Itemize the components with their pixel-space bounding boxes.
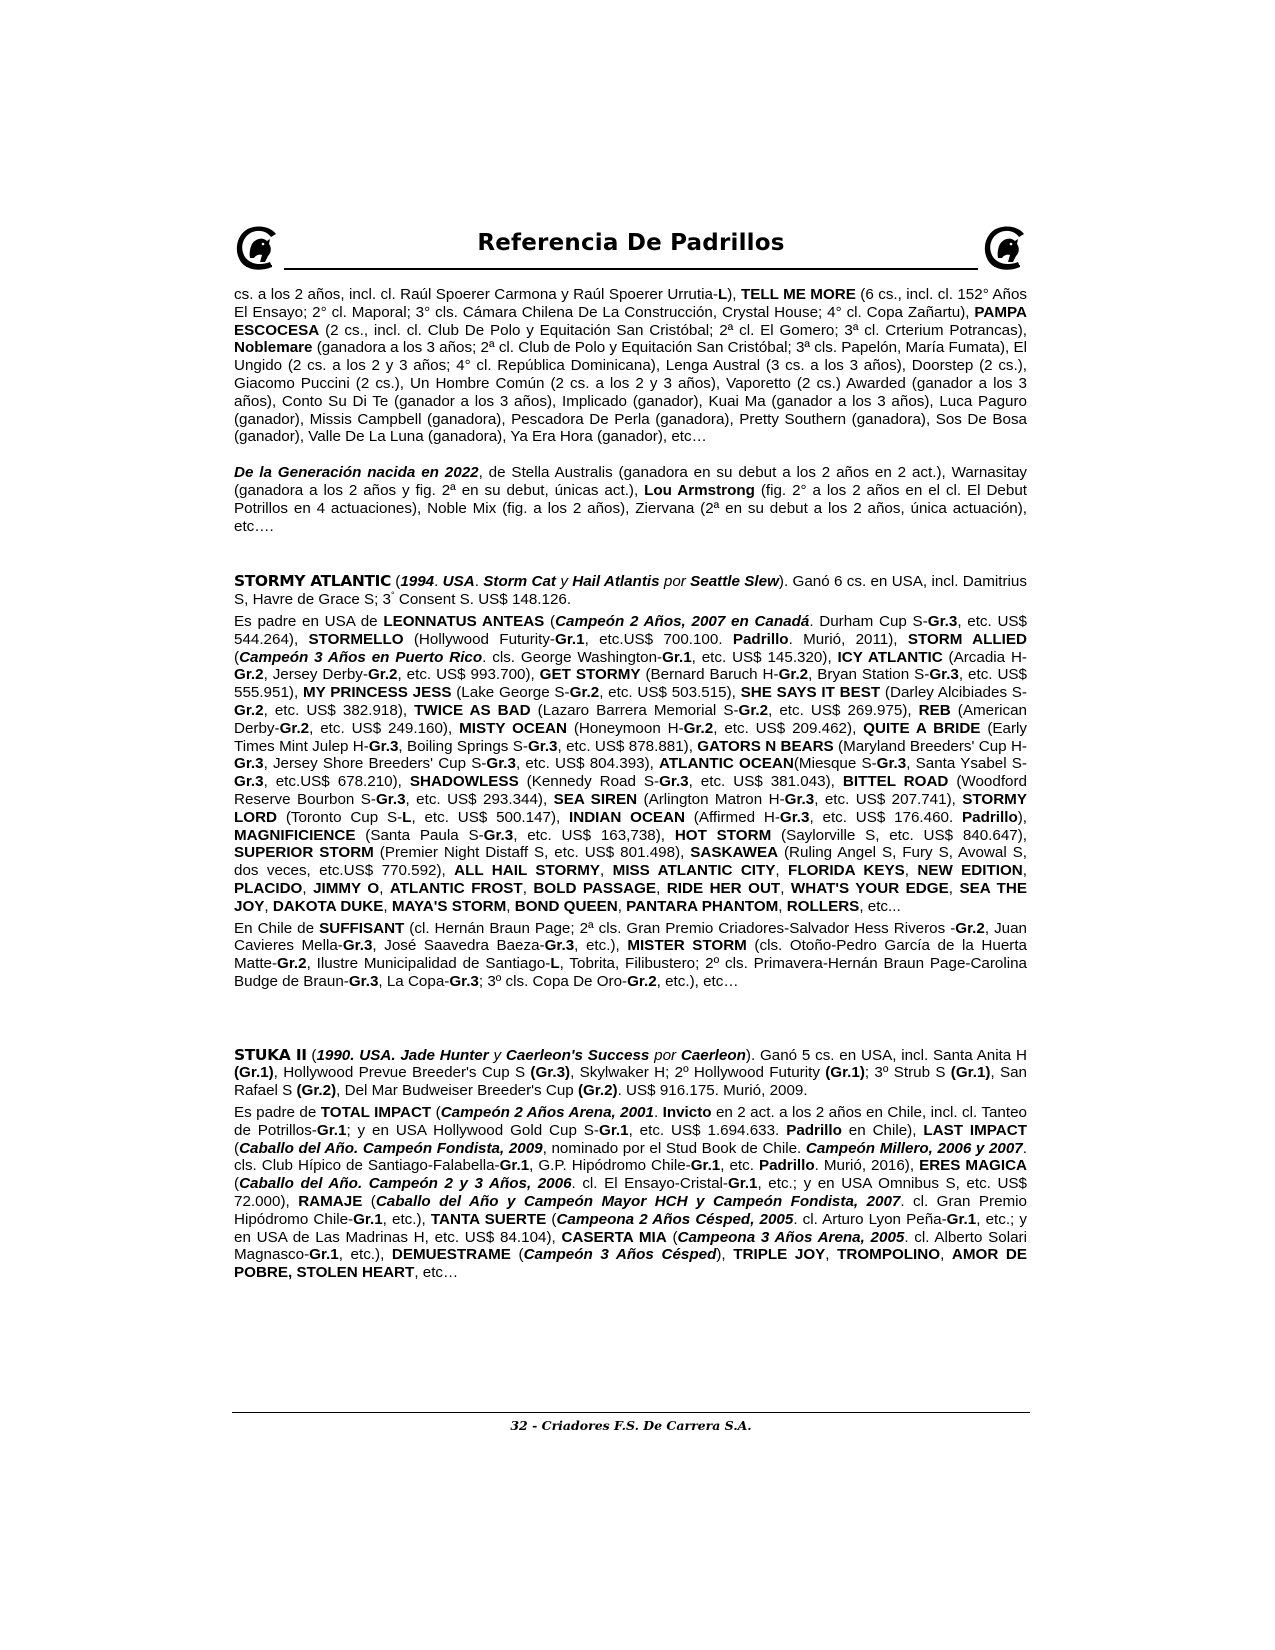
bold-text-run: Gr.2 <box>569 684 600 702</box>
text-run: , etc. US$ 500.147), <box>411 808 570 826</box>
bold-text-run: Gr.3 <box>927 612 958 630</box>
bold-text-run: (Gr.3) <box>530 1064 571 1082</box>
bold-text-run: Gr.1 <box>499 1157 530 1175</box>
bold-text-run: Storm Cat <box>483 573 556 591</box>
text-run: ( <box>510 1246 524 1264</box>
bold-text-run: Gr.1 <box>353 1210 383 1228</box>
bold-text-run: SEA SIREN <box>553 790 638 808</box>
bold-text-run: WHAT'S YOUR EDGE <box>790 879 949 897</box>
bold-text-run: Gr.3 <box>342 937 373 955</box>
text-run: , etc. US$ 804.393), <box>515 755 660 773</box>
bold-text-run: Campeón Millero, 2006 y 2007 <box>805 1139 1023 1157</box>
text-run: (Lake George S- <box>451 684 570 702</box>
bold-text-run: Gr.2 <box>279 719 310 737</box>
text-run: , <box>264 897 273 915</box>
text-run: (cl. Hernán Braun Page; 2ª cls. Gran Premio Criadores-Salvador Hess Riveros - <box>404 919 956 937</box>
text-run: , etc.; y en USA de Las Madrinas H, etc. US$ 84.104), <box>234 1210 1028 1246</box>
text-run: , etc. US$ 293.344), <box>405 790 554 808</box>
text-run: . <box>653 1104 663 1122</box>
text-run: ( <box>544 612 556 630</box>
bold-text-run: Gr.3 <box>234 755 264 773</box>
bold-text-run: TANTA SUERTE <box>430 1210 547 1228</box>
text-run: (Hollywood Futurity- <box>403 630 555 648</box>
text-run: ), <box>1017 808 1027 826</box>
text-run: , <box>775 862 789 880</box>
bold-text-run: Gr.1 <box>599 1121 629 1139</box>
text-run: . cl. Alberto Solari Magnasco- <box>234 1228 1027 1264</box>
bold-text-run: BITTEL ROAD <box>842 773 949 791</box>
text-run: . cl. Gran Premio Hipódromo Chile- <box>234 1193 1027 1228</box>
text-run: (fig. 2° a los 2 años en el cl. El Debut Potrillos en 4 actuaciones), Noble Mix (fig. a los 2 años), Ziervana (2ª en su debut a los 2 años, única actuación), etc…. <box>234 481 1027 535</box>
text-run: , <box>600 862 613 880</box>
bold-text-run: GATORS N BEARS <box>697 737 834 755</box>
text-run: (ganadora a los 3 años; 2ª cl. Club de Polo y Equitación San Cristóbal; 3ª cls. Papelón, María Fumata), El Ungido (2 cs. a los 2 y 3 años; 4° cl. República Dominicana), Lenga Austral (3 cs. a los 3 años), Doorstep (2 cs.), Giacomo Puccini (2 cs.), Un Hombre Común (2 cs. a los 2 y 3 años), Vaporetto (2 cs.) Awarded (ganador a los 3 años), Conto Su Di Te (ganador a los 3 años), Implicado (ganador), Kuai Ma (ganador a los 3 años), Luca Paguro (ganador), Missis Campbell (ganadora), Pescadora De Perla (ganadora), Pretty Southern (ganadora), Sos De Bosa (ganador), Valle De La Luna (ganadora), Ya Era Hora (ganador), etc… <box>234 339 1027 446</box>
bold-text-run: Padrillo <box>786 1121 842 1139</box>
bold-text-run: 1994 <box>400 573 435 591</box>
text-run: , etc. US$ 163,738), <box>513 826 675 844</box>
bold-text-run: Lou Armstrong <box>644 481 755 499</box>
paragraph <box>234 1104 1027 1282</box>
horse-head-logo-icon <box>980 222 1030 272</box>
text-run: , Ilustre Municipalidad de Santiago- <box>306 955 551 973</box>
bold-text-run: Gr.2 <box>738 701 769 719</box>
bold-text-run: Gr.3 <box>876 755 907 773</box>
bold-text-run: Gr.1 <box>309 1246 339 1264</box>
text-run: (Santa Paula S- <box>355 826 484 844</box>
text-run: por <box>654 1046 677 1064</box>
bold-text-run: TWICE AS BAD <box>414 701 531 719</box>
text-run: ). Ganó 5 cs. en USA, incl. Santa Anita H <box>745 1046 1027 1064</box>
bold-text-run: FLORIDA KEYS <box>788 862 905 880</box>
text-run: (Woodford Reserve Bourbon S- <box>234 773 1027 808</box>
text-run: , etc. US$ 878.881), <box>557 737 698 755</box>
bold-text-run: Invicto <box>662 1104 712 1122</box>
text-run: (Arlington Matron H- <box>637 790 785 808</box>
text-run: , <box>656 879 667 897</box>
text-run: , <box>904 862 918 880</box>
bold-text-run: MAYA'S STORM <box>391 897 507 915</box>
text-run: , etc.), <box>574 937 628 955</box>
text-run: , G.P. Hipódromo Chile- <box>529 1157 691 1175</box>
bold-text-run: JIMMY O <box>313 879 380 897</box>
bold-text-run: Campeón 3 Años Césped <box>523 1246 717 1264</box>
bold-text-run: Gr.2 <box>234 701 264 719</box>
text-run: ; 3º cls. Copa De Oro- <box>478 972 628 990</box>
text-run: , etc.US$ 678.210), <box>263 773 410 791</box>
text-run: . cl. Arturo Lyon Peña- <box>793 1210 947 1228</box>
text-run: , Skylwaker H; 2º Hollywood Futurity <box>570 1064 826 1082</box>
text-run: , <box>1022 862 1028 880</box>
bold-text-run: (Gr.1) <box>234 1064 274 1082</box>
paragraph <box>234 613 1027 916</box>
bold-text-run: Gr.1 <box>555 630 585 648</box>
text-run: por <box>663 573 686 591</box>
text-run: (Ruling Angel S, Fury S, Avowal S, dos veces, etc.US$ 770.592), <box>234 844 1027 880</box>
text-run: . cl. El Ensayo-Cristal- <box>571 1175 728 1193</box>
text-run: , Tobrita, Filibustero; 2º cls. Primavera-Hernán Braun Page-Carolina Budge de Braun- <box>234 955 1028 990</box>
text-run: , <box>780 879 791 897</box>
text-run: , etc. US$ 381.043), <box>688 773 843 791</box>
text-run: , Boiling Springs S- <box>398 737 528 755</box>
bold-text-run: MISTY OCEAN <box>459 719 567 737</box>
bold-text-run: (Gr.2) <box>296 1082 337 1100</box>
text-run: , <box>940 1246 952 1264</box>
bold-text-run: Gr.1 <box>690 1157 721 1175</box>
bold-text-run: Campeón 2 Años, 2007 en Canadá <box>555 612 810 630</box>
bold-text-run: Gr.3 <box>659 773 689 791</box>
bold-text-run: MISTER STORM <box>627 937 747 955</box>
text-run: . Murió, 2011), <box>788 630 908 648</box>
bold-text-run: SHE SAYS IT BEST <box>740 684 881 702</box>
text-run: , José Saavedra Baeza- <box>372 937 545 955</box>
text-run: Consent S. US$ 148.126. <box>394 591 572 609</box>
bold-text-run: REB <box>918 701 951 719</box>
bold-text-run: Gr.2 <box>367 666 398 684</box>
footer-divider <box>232 1412 1030 1413</box>
bold-text-run: INDIAN OCEAN <box>569 808 685 826</box>
bold-text-run: ERES MAGICA <box>919 1157 1028 1175</box>
sire-name: STUKA II <box>234 1045 307 1064</box>
bold-text-run: Padrillo <box>732 630 789 648</box>
bold-text-run: ICY ATLANTIC <box>837 648 943 666</box>
text-run: ° <box>391 590 395 601</box>
bold-text-run: Gr.3 <box>544 937 575 955</box>
paragraph <box>234 920 1027 991</box>
text-run: , etc.US$ 700.100. <box>584 630 733 648</box>
text-run: Es padre en USA de <box>234 612 384 630</box>
bold-text-run: Gr.3 <box>368 737 399 755</box>
text-run: , <box>617 897 627 915</box>
text-run: , etc. US$ 207.741), <box>814 790 963 808</box>
bold-text-run: AMOR DE POBRE, STOLEN HEART <box>234 1246 1028 1282</box>
bold-text-run: CASERTA MIA <box>561 1228 667 1246</box>
text-run: (Saylorville S, etc. US$ 840.647), <box>771 826 1028 844</box>
text-run: , etc. US$ 269.975), <box>768 701 919 719</box>
bold-text-run: Caballo del Año. Campeón 2 y 3 Años, 2006 <box>239 1175 572 1193</box>
text-run: ; y en USA Hollywood Gold Cup S- <box>346 1121 599 1139</box>
bold-text-run: DEMUESTRAME <box>391 1246 511 1264</box>
text-run: , nominado por el Stud Book de Chile. <box>542 1139 806 1157</box>
bold-text-run: BOLD PASSAGE <box>533 879 657 897</box>
text-run: , Hollywood Prevue Breeder's Cup S <box>273 1064 531 1082</box>
text-run: , <box>522 879 534 897</box>
bold-text-run: Caerleon's Success <box>505 1046 650 1064</box>
text-run: , <box>948 879 960 897</box>
text-run: , etc. US$ 555.951), <box>234 666 1027 702</box>
bold-text-run: Campeona 2 Años Césped, 2005 <box>556 1210 794 1228</box>
bold-text-run: RAMAJE <box>298 1193 363 1211</box>
bold-text-run: De la Generación nacida en 2022 <box>234 464 479 482</box>
bold-text-run: Gr.3 <box>449 972 479 990</box>
text-run: , <box>825 1246 838 1264</box>
paragraph <box>234 286 1027 446</box>
text-run: ), <box>716 1246 734 1264</box>
text-run: ( <box>666 1228 678 1246</box>
bold-text-run: Gr.3 <box>929 666 959 684</box>
bold-text-run: LAST IMPACT <box>923 1121 1027 1139</box>
text-run: . cls. Club Hípico de Santiago-Falabella- <box>234 1139 1027 1175</box>
text-run: ( <box>306 1046 317 1064</box>
text-run: Es padre de <box>234 1104 321 1122</box>
bold-text-run: Gr.3 <box>779 808 810 826</box>
bold-text-run: STORMY LORD <box>234 790 1027 826</box>
title-underline <box>284 268 978 270</box>
bold-text-run: Gr.3 <box>348 972 379 990</box>
text-run: , etc. US$ 544.264), <box>234 612 1027 648</box>
bold-text-run: Gr.2 <box>955 919 985 937</box>
bold-text-run: Gr.2 <box>778 666 809 684</box>
bold-text-run: TRIPLE JOY <box>733 1246 826 1264</box>
bold-text-run: SUFFISANT <box>319 919 405 937</box>
bold-text-run: TOTAL IMPACT <box>320 1104 432 1122</box>
text-run: (Affirmed H- <box>684 808 780 826</box>
text-run: (Premier Night Distaff S, etc. US$ 801.498), <box>373 844 691 862</box>
text-run: ( <box>546 1210 557 1228</box>
text-run: (6 cs., incl. cl. 152° Años El Ensayo; 2° cl. Maporal; 3° cls. Cámara Chilena De La Construcción, Crystal House; 4° cl. Copa Zañartu), <box>234 286 1027 321</box>
bold-text-run: MISS ATLANTIC CITY <box>612 862 776 880</box>
text-run: (Darley Alcibiades S- <box>880 684 1027 702</box>
text-run: En Chile de <box>234 919 320 937</box>
text-run: ; 3º Strub S <box>864 1064 951 1082</box>
bold-text-run: L <box>402 808 412 826</box>
text-run: ( <box>234 648 240 666</box>
text-run: ( <box>234 1139 240 1157</box>
text-run: , <box>778 897 787 915</box>
bold-text-run: Padrillo <box>758 1157 815 1175</box>
bold-text-run: MAGNIFICIENCE <box>234 826 356 844</box>
bold-text-run: Seattle Slew <box>690 573 779 591</box>
bold-text-run: Gr.2 <box>277 955 307 973</box>
bold-text-run: Campeón 3 Años en Puerto Rico <box>239 648 483 666</box>
bold-text-run: ATLANTIC OCEAN <box>659 755 794 773</box>
text-run: en 2 act. a los 2 años en Chile, incl. cl. Tanteo de Potrillos- <box>234 1104 1027 1139</box>
bold-text-run: STORMELLO <box>308 630 404 648</box>
text-run: . Durham Cup S- <box>809 612 928 630</box>
bold-text-run: GET STORMY <box>539 666 641 684</box>
page-footer: 32 - Criadores F.S. De Carrera S.A. <box>510 1418 752 1433</box>
text-run: , etc. US$ 503.515), <box>599 684 741 702</box>
page-header <box>232 222 1030 274</box>
text-run: (Lazaro Barrera Memorial S- <box>530 701 739 719</box>
text-run: , etc. US$ 1.694.633. <box>628 1121 787 1139</box>
text-run: (American Derby- <box>234 701 1027 737</box>
text-run: ( <box>234 1175 240 1193</box>
text-run: , <box>506 897 515 915</box>
text-run: , Santa Ysabel S- <box>906 755 1027 773</box>
bold-text-run: Gr.2 <box>627 972 657 990</box>
text-run: (2 cs., incl. cl. Club De Polo y Equitación San Cristóbal; 2ª cl. El Gomero; 3ª cl. Crterium Potrancas), <box>319 321 1027 339</box>
text-run: . US$ 916.175. Murió, 2009. <box>617 1082 808 1100</box>
text-run: , etc. <box>720 1157 759 1175</box>
text-run: , etc. US$ 145.320), <box>691 648 838 666</box>
text-run: (Arcadia H- <box>942 648 1027 666</box>
text-run: , <box>379 879 390 897</box>
text-run: , Jersey Shore Breeders' Cup S- <box>263 755 487 773</box>
text-run: ), <box>727 286 741 303</box>
bold-text-run: SEA THE JOY <box>234 879 1027 915</box>
text-run: (Miesque S- <box>793 755 877 773</box>
text-run: (Maryland Breeders' Cup H- <box>833 737 1027 755</box>
text-run: cs. a los 2 años, incl. cl. Raúl Spoerer Carmona y Raúl Spoerer Urrutia- <box>234 286 718 303</box>
bold-text-run: Caballo del Año y Campeón Mayor HCH y Campeón Fondista, 2007 <box>375 1193 901 1211</box>
bold-text-run: QUITE A BRIDE <box>863 719 981 737</box>
text-run: , etc… <box>414 1264 459 1282</box>
text-run: , de Stella Australis (ganadora en su debut a los 2 años en 2 act.), Warnasitay (ganadora a los 2 años y fig. 2ª en su debut, únicas act.), <box>234 464 1027 499</box>
bold-text-run: Gr.2 <box>234 666 264 684</box>
document-body <box>234 286 1027 1282</box>
bold-text-run: Gr.3 <box>483 826 514 844</box>
bold-text-run: Gr.1 <box>727 1175 758 1193</box>
text-run: , etc.), etc… <box>656 972 739 990</box>
bold-text-run: Gr.3 <box>234 773 264 791</box>
bold-text-run: DAKOTA DUKE <box>272 897 384 915</box>
bold-text-run: (Gr.1) <box>950 1064 991 1082</box>
bold-text-run: Gr.3 <box>486 755 516 773</box>
text-run: , etc.; y en USA Omnibus S, etc. US$ 72.000), <box>234 1175 1027 1211</box>
bold-text-run: Campeona 3 Años Arena, 2005 <box>677 1228 905 1246</box>
bold-text-run: Gr.3 <box>375 790 406 808</box>
text-run: (cls. Otoño-Pedro García de la Huerta Matte- <box>234 937 1027 973</box>
bold-text-run: NEW EDITION <box>917 862 1023 880</box>
bold-text-run: Caerleon <box>680 1046 746 1064</box>
bold-text-run: PAMPA ESCOCESA <box>234 303 1027 339</box>
bold-text-run: Gr.2 <box>683 719 714 737</box>
bold-text-run: MY PRINCESS JESS <box>302 684 452 702</box>
text-run: y <box>493 1046 502 1064</box>
text-run: (Toronto Cup S- <box>277 808 403 826</box>
bold-text-run: SHADOWLESS <box>409 773 519 791</box>
bold-text-run: HOT STORM <box>674 826 772 844</box>
bold-text-run: Padrillo <box>962 808 1018 826</box>
text-run: , etc.), <box>382 1210 431 1228</box>
bold-text-run: PLACIDO <box>234 879 303 897</box>
bold-text-run: Gr.3 <box>527 737 558 755</box>
bold-text-run: STORM ALLIED <box>907 630 1027 648</box>
bold-text-run: SUPERIOR STORM <box>234 844 374 862</box>
bold-text-run: PANTARA PHANTOM <box>626 897 779 915</box>
text-run: , etc. US$ 249.160), <box>309 719 460 737</box>
text-run: , etc. US$ 176.460. <box>809 808 963 826</box>
text-run: , etc... <box>859 897 901 915</box>
bold-text-run: ATLANTIC FROST <box>389 879 523 897</box>
text-run: , San Rafael S <box>234 1064 1028 1100</box>
sire-entry-heading <box>234 1047 1027 1100</box>
text-run: , Bryan Station S- <box>808 666 930 684</box>
bold-text-run: Campeón 2 Años Arena, 2001 <box>440 1104 654 1122</box>
bold-text-run: SASKAWEA <box>690 844 779 862</box>
text-run: , Juan Cavieres Mella- <box>234 919 1027 955</box>
text-run: y <box>560 573 568 591</box>
bold-text-run: Gr.1 <box>316 1121 347 1139</box>
bold-text-run: TROMPOLINO <box>837 1246 941 1264</box>
text-run: , <box>383 897 392 915</box>
text-run: , Jersey Derby- <box>263 666 368 684</box>
text-run: . <box>434 573 443 591</box>
text-run: (Kennedy Road S- <box>518 773 660 791</box>
bold-text-run: USA <box>442 573 475 591</box>
text-run: ( <box>431 1104 441 1122</box>
text-run: . <box>474 573 484 591</box>
text-run: , La Copa- <box>378 972 450 990</box>
bold-text-run: Hail Atlantis <box>572 573 660 591</box>
text-run: ( <box>362 1193 376 1211</box>
text-run: ( <box>390 573 401 591</box>
bold-text-run: Gr.1 <box>662 648 692 666</box>
text-run: , <box>302 879 314 897</box>
bold-text-run: (Gr.2) <box>577 1082 618 1100</box>
sire-entry-heading <box>234 573 1027 609</box>
bold-text-run: Gr.3 <box>784 790 815 808</box>
text-run: . cls. George Washington- <box>482 648 663 666</box>
bold-text-run: (Gr.1) <box>825 1064 865 1082</box>
bold-text-run: Noblemare <box>234 339 313 357</box>
bold-text-run: Caballo del Año. Campeón Fondista, 2009 <box>239 1139 543 1157</box>
bold-text-run: TELL ME MORE <box>740 286 856 303</box>
text-run: . Murió, 2016), <box>814 1157 920 1175</box>
text-run: , etc. US$ 993.700), <box>397 666 540 684</box>
text-run: ). Ganó 6 cs. en USA, incl. Damitrius S, Havre de Grace S; 3 <box>234 573 1027 609</box>
bold-text-run: Gr.1 <box>946 1210 977 1228</box>
text-run: (Early Times Mint Julep H- <box>234 719 1027 755</box>
text-run: , etc. US$ 382.918), <box>263 701 415 719</box>
bold-text-run: LEONNATUS ANTEAS <box>383 612 545 630</box>
bold-text-run: L <box>550 955 560 973</box>
text-run: en Chile), <box>841 1121 924 1139</box>
bold-text-run: BOND QUEEN <box>514 897 618 915</box>
text-run: , etc. US$ 209.462), <box>713 719 864 737</box>
text-run: (Honeymoon H- <box>566 719 684 737</box>
page-title: Referencia De Padrillos <box>477 230 785 256</box>
bold-text-run: ROLLERS <box>786 897 860 915</box>
bold-text-run: L <box>717 286 728 303</box>
text-run: , Del Mar Budweiser Breeder's Cup <box>336 1082 578 1100</box>
text-run: (Bernard Baruch H- <box>640 666 779 684</box>
bold-text-run: 1990. USA. Jade Hunter <box>316 1046 489 1064</box>
bold-text-run: RIDE HER OUT <box>666 879 781 897</box>
paragraph <box>234 464 1027 535</box>
sire-name: STORMY ATLANTIC <box>234 572 391 591</box>
text-run: , etc.), <box>338 1246 392 1264</box>
bold-text-run: ALL HAIL STORMY <box>454 862 601 880</box>
